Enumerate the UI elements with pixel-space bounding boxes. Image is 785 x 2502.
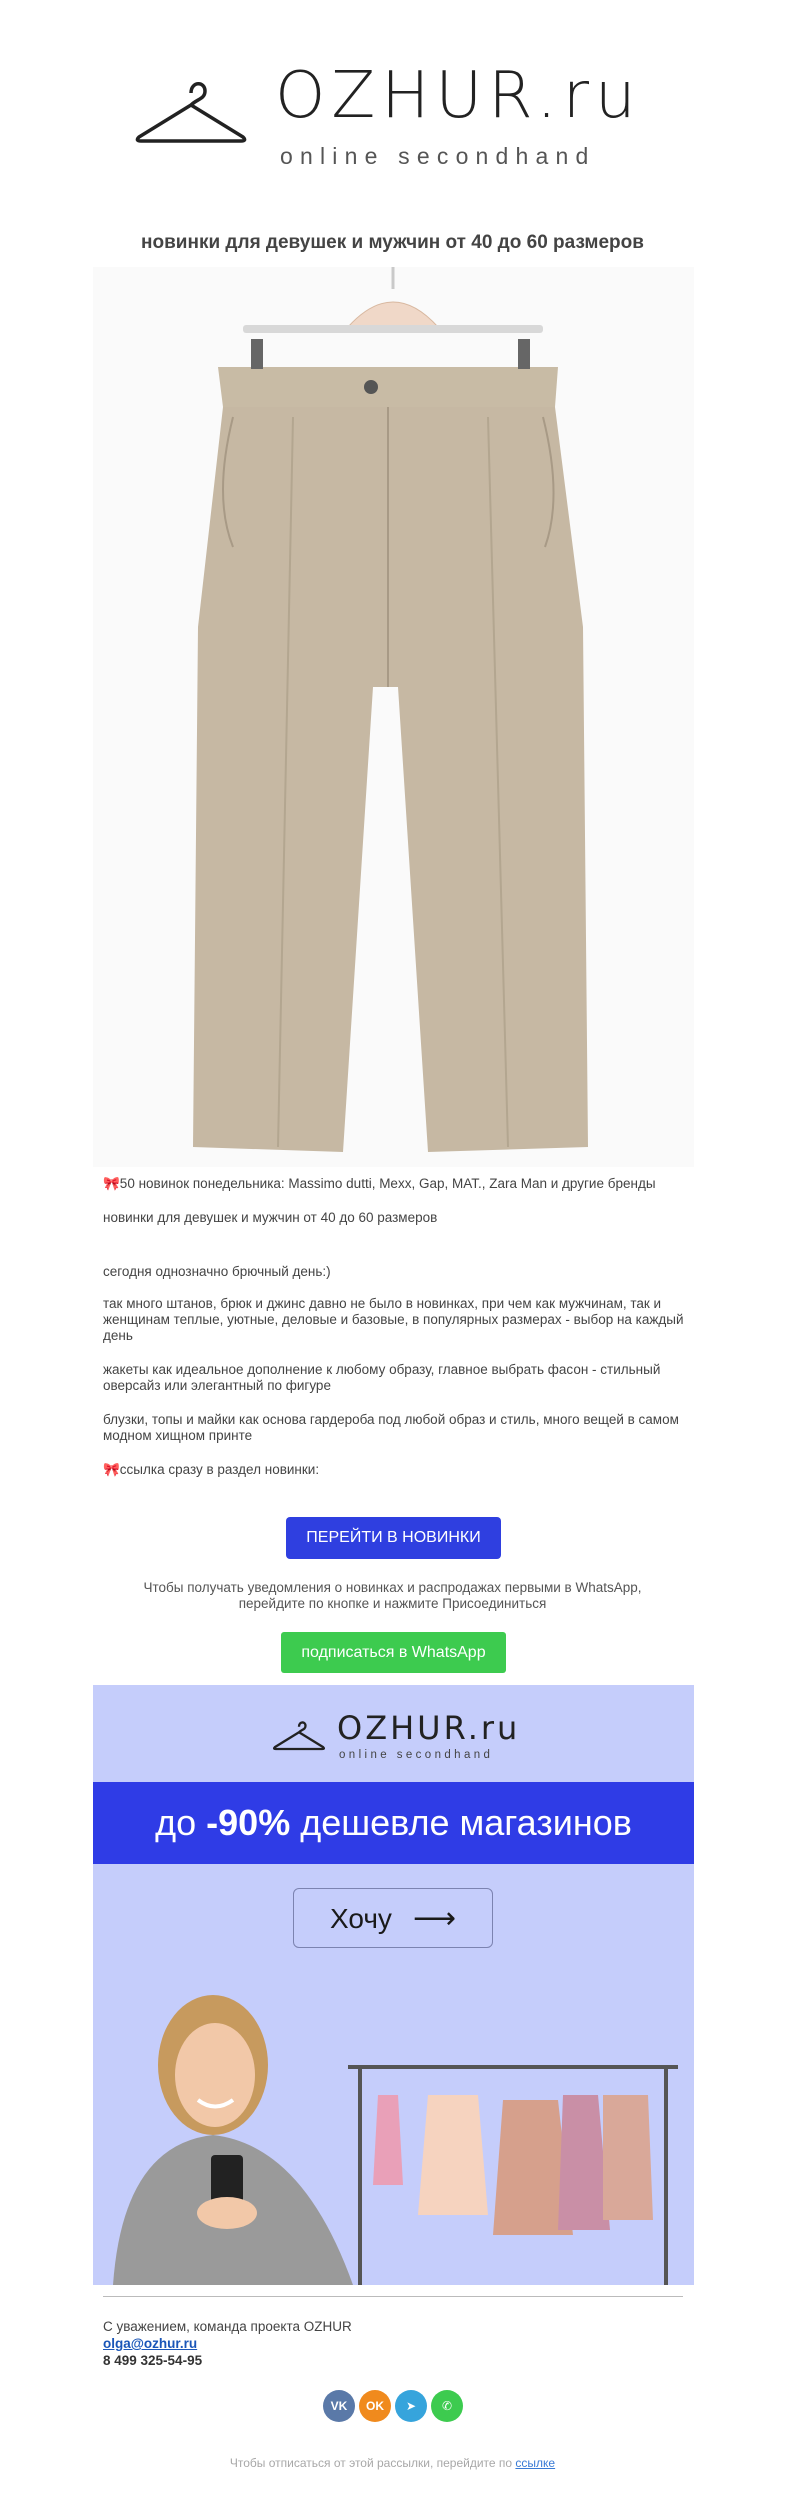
go-to-new-arrivals-button[interactable]: ПЕРЕЙТИ В НОВИНКИ (286, 1517, 501, 1559)
email-title: новинки для девушек и мужчин от 40 до 60 размеров (141, 232, 644, 253)
phone-number: 8 499 325-54-95 (103, 2353, 203, 2368)
body-paragraph-3: сегодня однозначно брючный день:) (103, 1264, 331, 1279)
divider (103, 2296, 683, 2297)
body-paragraph-2: новинки для девушек и мужчин от 40 до 60 размеров (103, 1210, 438, 1225)
discount-suffix: дешевле магазинов (290, 1802, 632, 1843)
body-paragraph-1: 🎀50 новинок понедельника: Massimo dutti, Mexx, Gap, MAT., Zara Man и другие бренды (103, 1176, 656, 1191)
want-button[interactable] (293, 1888, 493, 1948)
promo-banner[interactable] (93, 1685, 694, 2285)
hanger-icon (273, 1717, 325, 1755)
odnoklassniki-icon[interactable]: OK (359, 2390, 391, 2422)
signature-block (103, 2318, 352, 2369)
discount-percent: -90% (206, 1802, 291, 1843)
arrow-right-icon: ⟶ (412, 1902, 456, 1935)
body-paragraph-6: блузки, топы и майки как основа гардероба под любой образ и стиль, много вещей в самом модном хищном принте (103, 1412, 679, 1443)
whatsapp-note: Чтобы получать уведомления о новинках и распродажах первыми в WhatsApp, перейдите по кнопке и нажмите Присоединиться (143, 1580, 642, 1611)
body-paragraph-5: жакеты как идеальное дополнение к любому образу, главное выбрать фасон - стильный оверсайз или элегантный по фигуре (103, 1362, 661, 1393)
discount-strip (93, 1782, 694, 1864)
body-paragraph-7: 🎀ссылка сразу в раздел новинки: (103, 1462, 320, 1477)
logo-wordmark: OZHUR.ru (275, 59, 642, 133)
hanger-icon (135, 73, 247, 153)
banner-logo-wordmark: OZHUR.ru (337, 1709, 521, 1747)
banner-logo-tagline: online secondhand (339, 1749, 494, 1761)
vk-icon[interactable]: VK (323, 2390, 355, 2422)
email-link[interactable]: olga@ozhur.ru (103, 2336, 198, 2351)
header-logo[interactable] (135, 59, 655, 175)
clothing-rack-illustration (348, 2055, 678, 2285)
woman-with-phone-illustration (93, 1955, 373, 2285)
want-label: Хочу (330, 1903, 392, 1934)
whatsapp-icon[interactable]: ✆ (431, 2390, 463, 2422)
unsubscribe-note: Чтобы отписаться от этой рассылки, перейдите по (229, 2456, 516, 2470)
discount-prefix: до (155, 1802, 207, 1843)
telegram-icon[interactable]: ➤ (395, 2390, 427, 2422)
unsubscribe-text (0, 2456, 785, 2470)
trousers-photo[interactable] (93, 267, 694, 1167)
banner-logo (273, 1707, 533, 1767)
logo-tagline: online secondhand (280, 143, 596, 169)
unsubscribe-link[interactable]: ссылке (515, 2456, 556, 2470)
body-paragraph-4: так много штанов, брюк и джинс давно не было в новинках, при чем как мужчинам, так и женщинам теплые, уютные, деловые и базовые, в популярных размерах - выбор на каждый день (103, 1296, 684, 1343)
trousers-illustration (93, 267, 694, 1167)
whatsapp-subscribe-button[interactable]: подписаться в WhatsApp (281, 1632, 506, 1673)
signature-line: С уважением, команда проекта OZHUR (103, 2319, 352, 2334)
